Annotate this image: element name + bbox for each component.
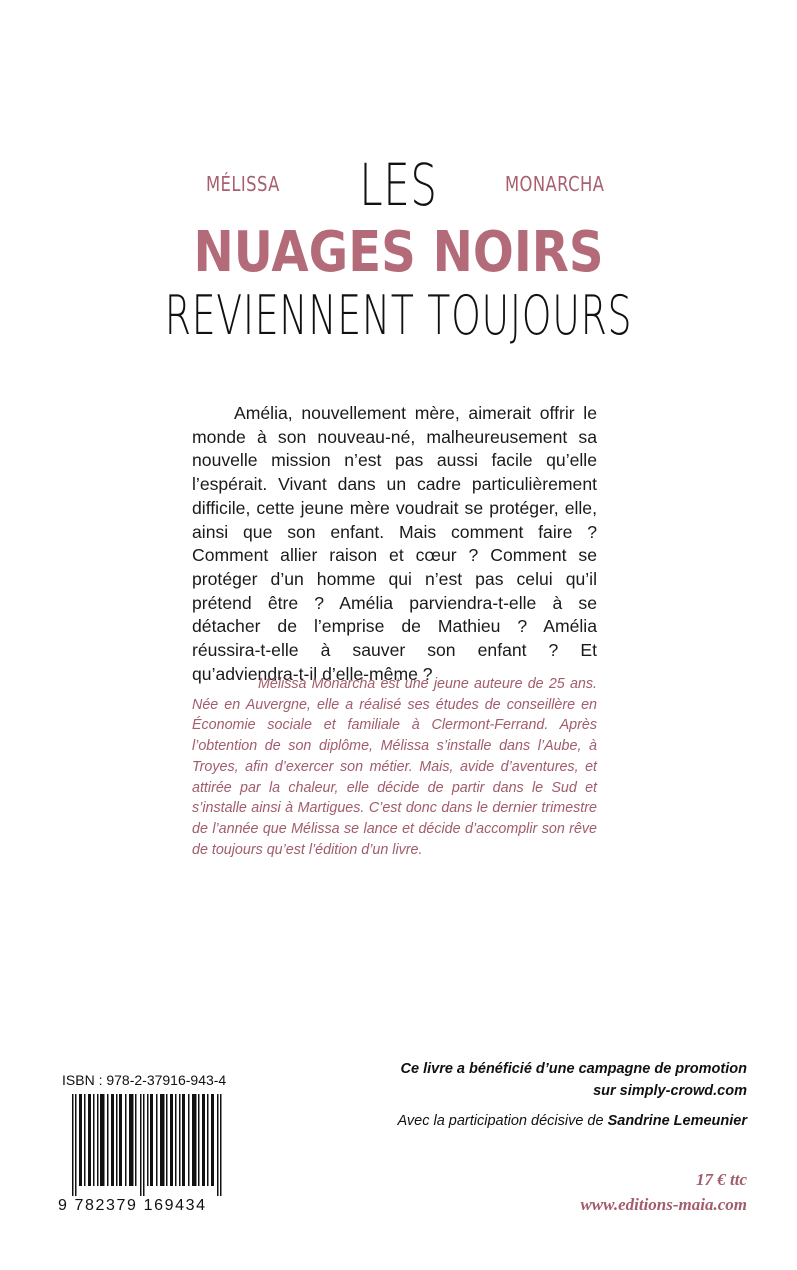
author-bio-paragraph: Mélissa Monarcha est une jeune auteure de 25 ans. Née en Auvergne, elle a réalisé ses études de conseillère en Économie sociale et familiale à Clermont-Ferrand. Après l’obtention de son diplôme, Mélissa s’installe dans l’Aube, à Troyes, afin d’exercer son métier. Mais, avide d’aventures, et attirée par la chaleur, elle décide de partir dans le Sud et s’installe ainsi à Martigues. C’est donc dans le dernier trimestre de l’année que Mélissa se lance et décide d’accomplir son rêve de toujours qu’est l’édition d’un livre. [192, 676, 597, 858]
promo-line-2: sur simply-crowd.com [593, 1083, 747, 1099]
barcode-digits: 9 782379 169434 [58, 1197, 207, 1214]
title-line-les: LES [359, 151, 438, 219]
participation-note [327, 1110, 747, 1132]
promo-note [347, 1058, 747, 1102]
participation-name: Sandrine Lemeunier [607, 1113, 747, 1129]
author-last-name: MONARCHA [505, 172, 605, 196]
summary-block [192, 402, 597, 686]
author-bio-block [192, 674, 597, 860]
price-label: 17 € ttc [696, 1170, 747, 1189]
title-line-nuages-noirs: NUAGES NOIRS [193, 220, 604, 285]
barcode-image [66, 1094, 226, 1196]
publisher-website: www.editions-maia.com [580, 1195, 747, 1214]
participation-text: Avec la participation décisive de [397, 1113, 604, 1129]
summary-paragraph: Amélia, nouvellement mère, aimerait offrir le monde à son nouveau-né, malheureusement sa nouvelle mission n’est pas aussi facile qu’elle l’espérait. Vivant dans un cadre particulièrement difficile, cette jeune mère voudrait se protéger, elle, ainsi que son enfant. Mais comment faire ? Comment allier raison et cœur ? Comment se protéger d’un homme qui n’est pas celui qu’il prétend être ? Amélia parviendra-t-elle à se détacher de l’emprise de Mathieu ? Amélia réussira-t-elle à sauver son enfant ? Et qu’adviendra-t-il d’elle-même ? [192, 403, 597, 684]
promo-line-1: Ce livre a bénéficié d’une campagne de promotion [400, 1061, 747, 1077]
isbn-label: ISBN : 978-2-37916-943-4 [62, 1072, 227, 1088]
title-line-reviennent-toujours: REVIENNENT TOUJOURS [164, 284, 633, 347]
author-first-name: MÉLISSA [206, 172, 280, 196]
